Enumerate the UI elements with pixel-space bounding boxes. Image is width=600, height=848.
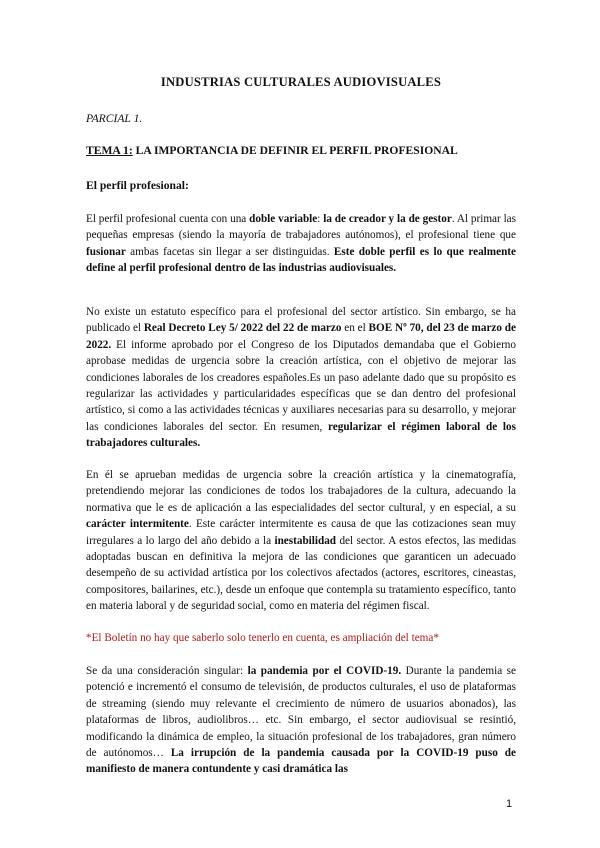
bold-run: inestabilidad: [274, 534, 337, 547]
bold-run: la pandemia por el COVID-19.: [247, 665, 402, 677]
text-run: El perfil profesional cuenta con una: [86, 213, 250, 225]
paragraph-pandemia: [86, 663, 516, 778]
bold-run: doble variable: [249, 213, 318, 225]
text-run: Se da una consideración singular:: [86, 665, 248, 677]
text-run: El informe aprobado por el Congreso de los Diputados demandaba que el Gobierno aprobase medidas de urgencia sobre la creación artística, con el objetivo de mejorar las condiciones laborales de los creadores españoles.Es un paso adelante dado que su propósito es regularizar las actividades y particularidades específicas que se dan dentro del profesional artístico, si como a las actividades técnicas y auxiliares necesarias para su desarrollo, y mejorar las condiciones laborales del sector. En resumen,: [86, 338, 516, 433]
bold-run: la de creador y la de gestor: [323, 213, 452, 225]
text-run: del sector. A estos efectos, las medidas adoptadas buscan en definitiva la mejora de las condiciones que garanticen un adecuado desempeño de su actividad artística por los colectivos afectados (actores, escritores, cineastas, compositores, bailarines, etc.), desde un enfoque que contempla su tratamiento específico, tanto en materia laboral y de seguridad social, como en materia del régimen fiscal.: [86, 534, 517, 613]
text-run: En él se aprueban medidas de urgencia sobre la creación artística y la cinematografía, pretendiendo mejorar las condiciones de todos los trabajadores de la cultura, adecuando la normativa que le es de aplicación a las especialidades del sector cultural, y en especial, a su: [86, 469, 516, 514]
tema-title: LA IMPORTANCIA DE DEFINIR EL PERFIL PROFESIONAL: [132, 144, 458, 157]
text-run: . Al primar las pequeñas empresas (siendo la mayoría de trabajadores autónomos), el profesional tiene que: [86, 213, 516, 242]
bold-run: regularizar el régimen laboral de los trabajadores culturales.: [86, 420, 516, 450]
parcial-label: PARCIAL 1.: [86, 112, 143, 125]
bold-run: BOE Nº 70, del 23 de marzo de 2022.: [86, 322, 516, 351]
section-heading: El perfil profesional:: [86, 179, 189, 192]
text-run: ambas facetas sin llegar a ser distinguidas.: [125, 245, 334, 258]
paragraph-estatuto: [86, 304, 516, 452]
boletin-note: *El Boletín no hay que saberlo solo tenerlo en cuenta, es ampliación del tema*: [86, 632, 439, 644]
text-run: . Este carácter intermitente es causa de que las cotizaciones sean muy irregulares a lo largo del año debido a la: [86, 518, 516, 547]
tema-number: TEMA 1:: [86, 144, 133, 157]
text-run: No existe un estatuto específico para el profesional del sector artístico. Sin embargo, se ha publicado el: [86, 306, 516, 335]
document-title: INDUSTRIAS CULTURALES AUDIOVISUALES: [160, 75, 442, 89]
text-run: Durante la pandemia se potenció e incrementó el consumo de televisión, de productos culturales, el uso de plataformas de streaming (siendo muy relevante el crecimiento de número de usuarios abonados), las plataformas de libros, audiolibros… etc. Sin embargo, el sector audiovisual se resintió, modificando la dinámica de empleo, la situación profesional de los trabajadores, gran número de autónomos…: [86, 665, 516, 760]
paragraph-perfil: [86, 211, 516, 277]
bold-run: carácter intermitente: [86, 518, 189, 531]
bold-run: fusionar: [86, 245, 126, 258]
bold-run: Real Decreto Ley 5/ 2022 del 22 de marzo: [143, 322, 342, 335]
text-run: en el: [341, 322, 369, 335]
bold-run: Este doble perfil es lo que realmente define al perfil profesional dentro de las industrias audiovisuales.: [86, 245, 516, 275]
bold-run: La irrupción de la pandemia causada por la COVID-19 puso de manifiesto de manera contundente y casi dramática las: [86, 747, 516, 776]
page-number: 1: [506, 798, 513, 810]
tema-heading: [86, 143, 458, 159]
paragraph-medidas: [86, 467, 516, 615]
text-run: :: [317, 213, 324, 225]
